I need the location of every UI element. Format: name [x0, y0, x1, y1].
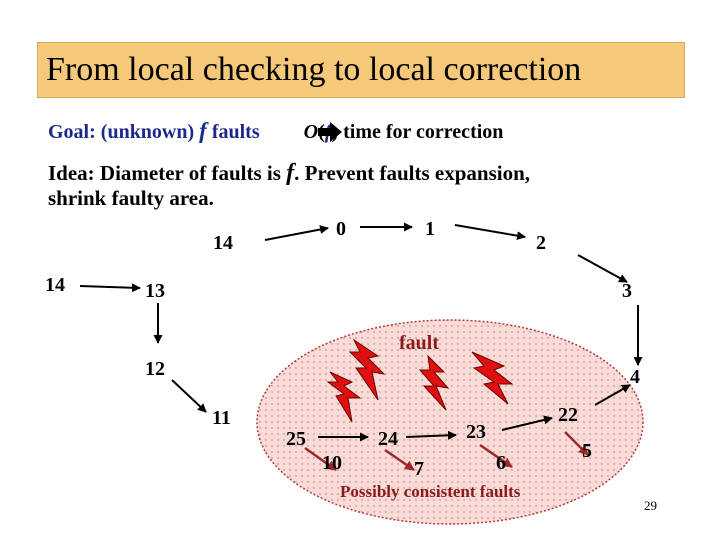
edge-2-3 [578, 255, 627, 282]
node-5: 5 [582, 440, 592, 462]
goal-unknown: (unknown) [100, 121, 195, 143]
idea-pre: Idea: Diameter of faults is [48, 161, 281, 185]
goal-big-o: O [303, 121, 319, 143]
goal-faults: faults [211, 121, 260, 143]
idea-post: . Prevent faults expansion, [294, 161, 531, 185]
node-14-left: 14 [45, 274, 65, 296]
edge-14-0 [265, 228, 328, 240]
node-0: 0 [336, 218, 346, 240]
node-12: 12 [145, 358, 165, 380]
node-23: 23 [466, 421, 486, 443]
slide-title: From local checking to local correction [46, 51, 582, 88]
goal-f: f [199, 118, 207, 143]
node-6: 6 [496, 452, 506, 474]
edge-1-2 [455, 225, 525, 237]
goal-label: Goal: [48, 121, 96, 143]
node-24: 24 [378, 428, 398, 450]
node-1: 1 [425, 218, 435, 240]
goal-arrow-icon [318, 122, 342, 142]
node-4: 4 [630, 366, 640, 388]
node-11: 11 [212, 407, 231, 429]
node-14-upper: 14 [213, 232, 233, 254]
node-25: 25 [286, 428, 306, 450]
goal-time: time for correction [343, 121, 504, 143]
node-22: 22 [558, 404, 578, 426]
node-10: 10 [322, 452, 342, 474]
idea-line-2: shrink faulty area. [48, 186, 214, 210]
node-3: 3 [622, 280, 632, 302]
node-7: 7 [414, 458, 424, 480]
node-2: 2 [536, 232, 546, 254]
fault-region-label: Possibly consistent faults [340, 482, 521, 501]
page-number: 29 [644, 498, 657, 513]
edge-14-13 [80, 286, 140, 288]
fault-label: fault [399, 332, 439, 354]
edge-12-11 [172, 380, 206, 412]
idea-f: f [286, 160, 295, 186]
node-13: 13 [145, 280, 165, 302]
